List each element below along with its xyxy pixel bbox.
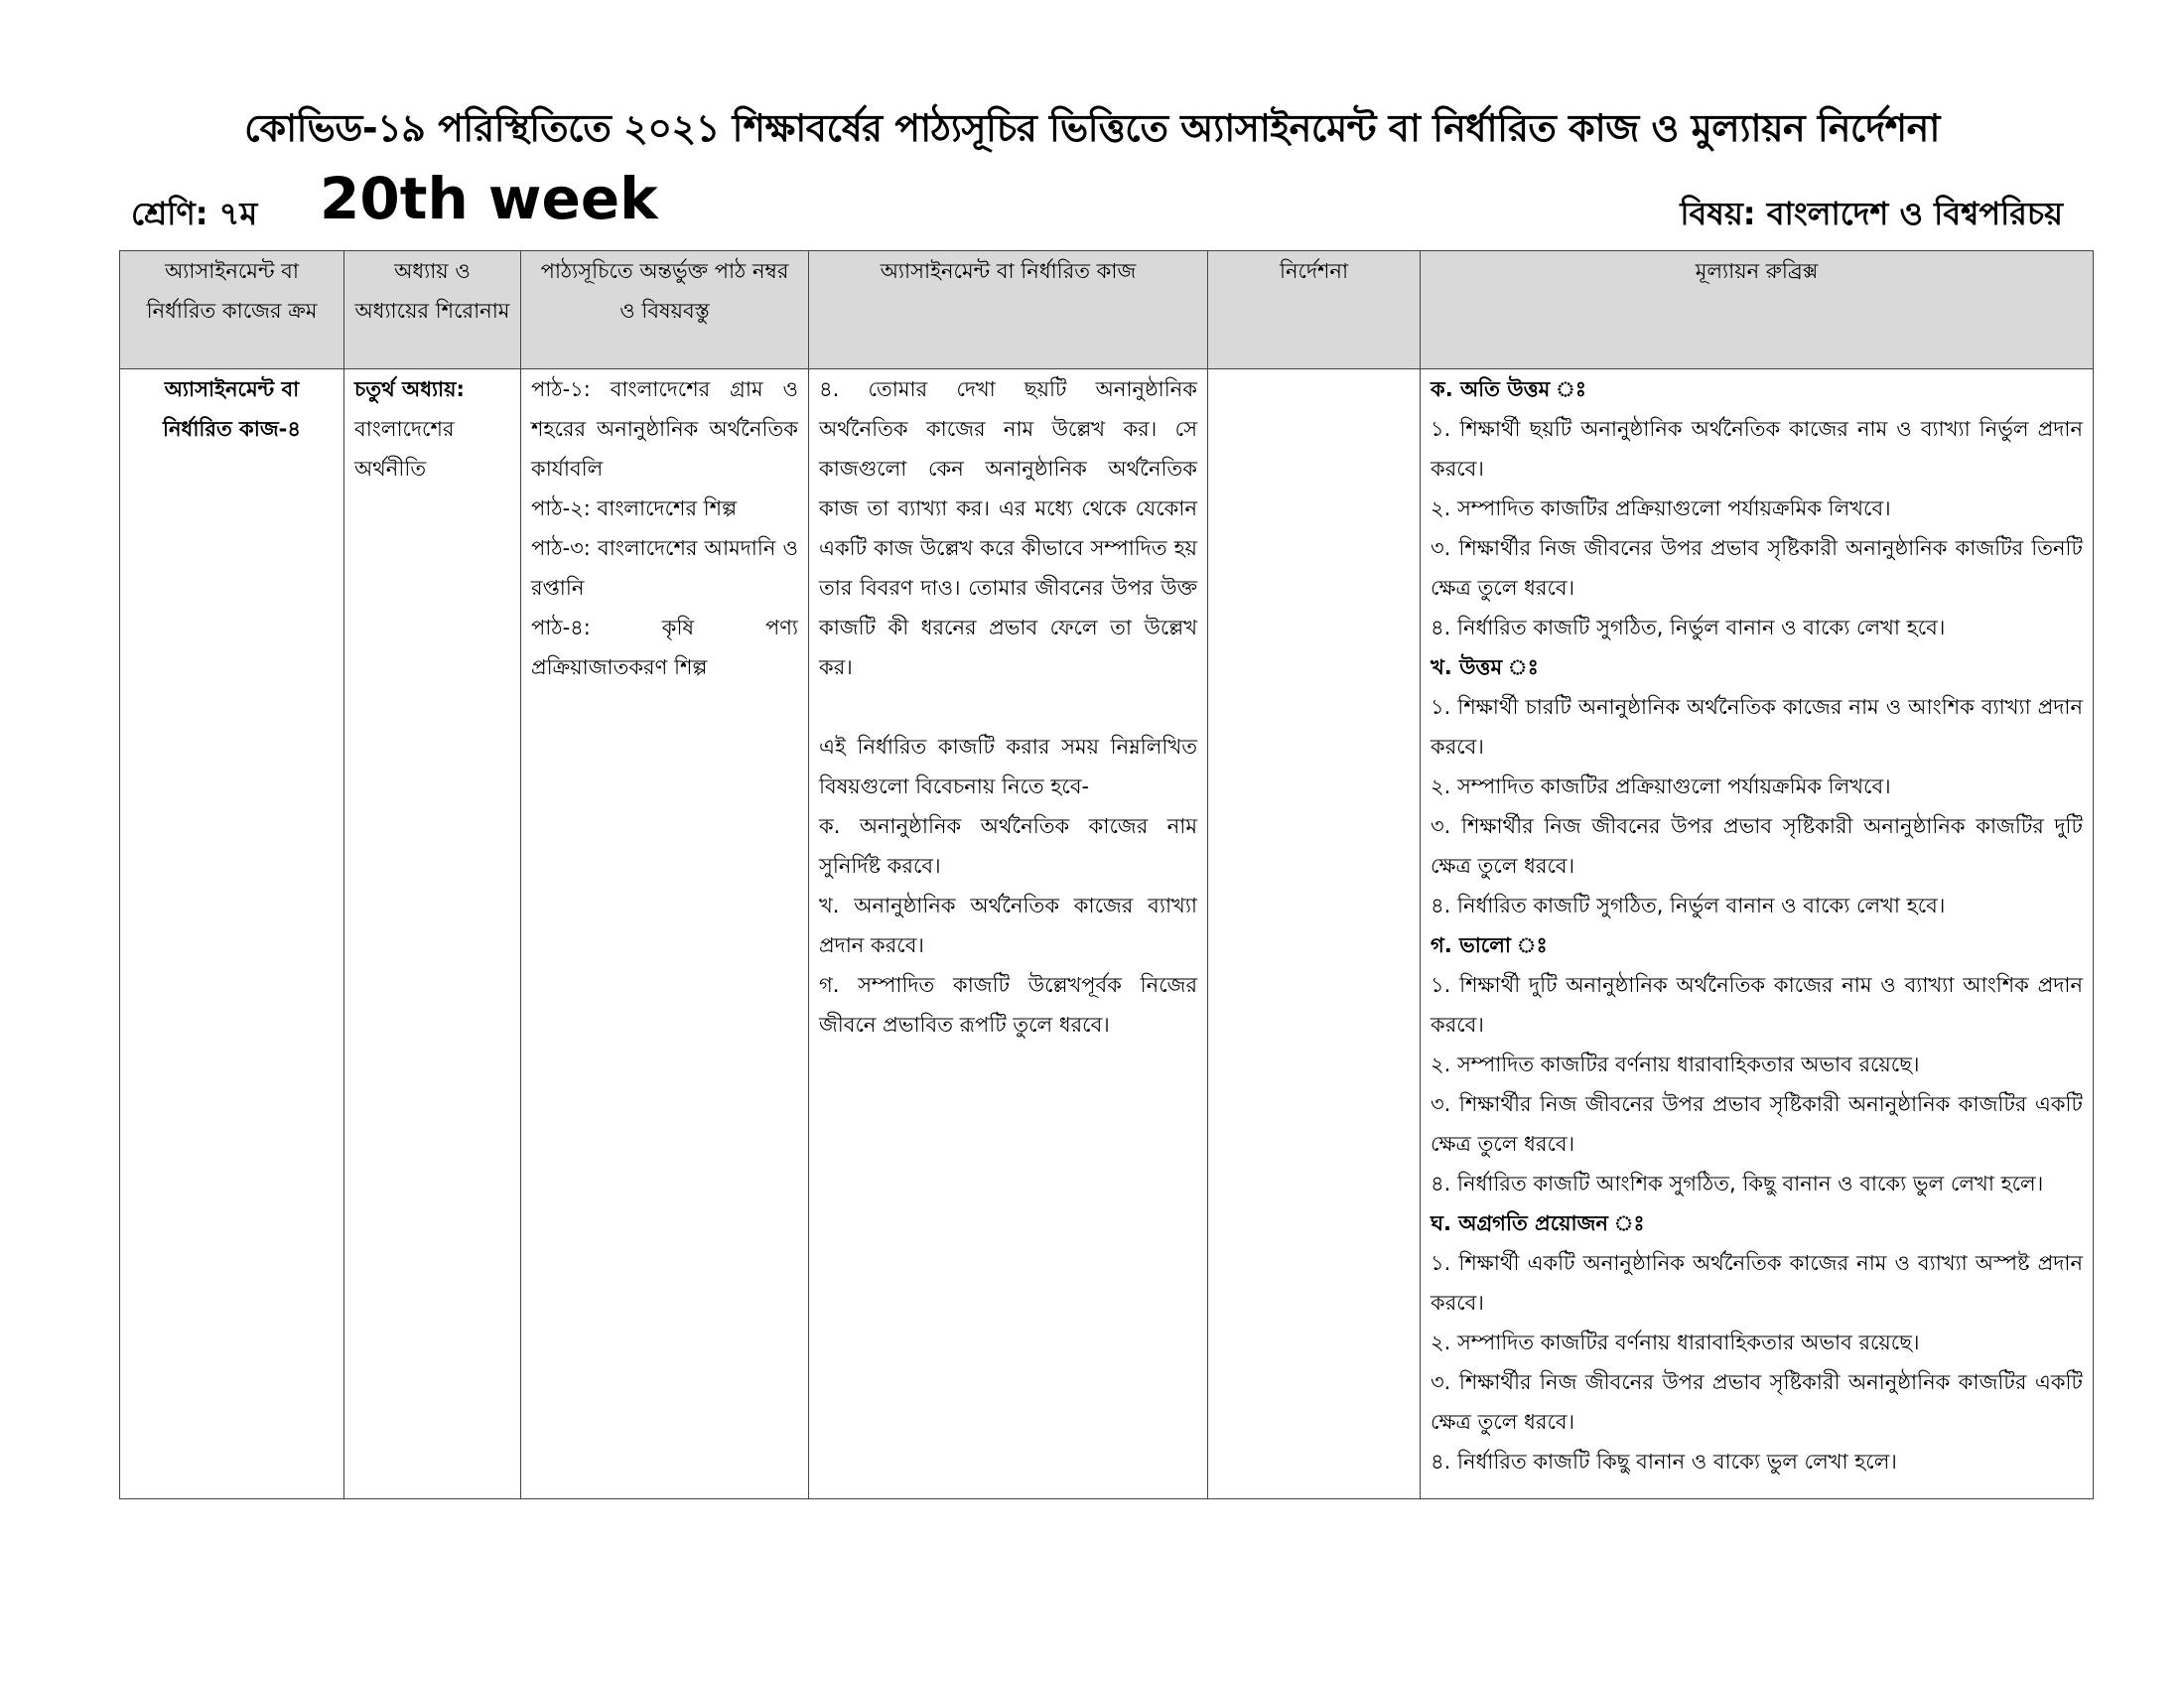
column-header-assignment-no: অ্যাসাইনমেন্ট বা নির্ধারিত কাজের ক্রম [120,251,344,369]
rubric-item: ৩. শিক্ষার্থীর নিজ জীবনের উপর প্রভাব সৃষ্টিকারী অনানুষ্ঠানিক কাজটির তিনটি ক্ষেত্র তুলে ধরবে। [1431,536,2083,600]
class-label: শ্রেণি: ৭ম [131,195,258,232]
task-text: ৪. তোমার দেখা ছয়টি অনানুষ্ঠানিক অর্থনৈতিক কাজের নাম উল্লেখ কর। সে কাজগুলো কেন অনানুষ্ঠানিক অর্থনৈতিক কাজ তা ব্যাখ্যা কর। এর মধ্যে থেকে যেকোন একটি কাজ উল্লেখ করে কীভাবে সম্পাদিত হয় তার বিবরণ দাও। তোমার জীবনের উপর উক্ত কাজটি কী ধরনের প্রভাব ফেলে তা উল্লেখ কর। [819,377,1197,679]
rubric-item: ২. সম্পাদিত কাজটির প্রক্রিয়াগুলো পর্যায়ক্রমিক লিখবে। [1431,774,1891,798]
rubric-level-heading: ক. অতি উত্তম ঃ [1431,377,1586,401]
task-note: ক. অনানুষ্ঠানিক অর্থনৈতিক কাজের নাম সুনির্দিষ্ট করবে। [819,814,1197,878]
task-note: গ. সম্পাদিত কাজটি উল্লেখপূর্বক নিজের জীবনে প্রভাবিত রূপটি তুলে ধরবে। [819,973,1197,1037]
chapter-cell [344,369,521,1499]
subject-label: বিষয়: বাংলাদেশ ও বিশ্বপরিচয় [1680,195,2063,232]
week-label: 20th week [320,165,658,232]
rubric-item: ২. সম্পাদিত কাজটির বর্ণনায় ধারাবাহিকতার অভাব রয়েছে। [1431,1331,1920,1354]
task-note-intro: এই নির্ধারিত কাজটি করার সময় নিম্নলিখিত বিষয়গুলো বিবেচনায় নিতে হবে- [819,735,1197,798]
column-header-task: অ্যাসাইনমেন্ট বা নির্ধারিত কাজ [809,251,1208,369]
assignment-table [119,250,2094,1499]
rubric-item: ১. শিক্ষার্থী চারটি অনানুষ্ঠানিক অর্থনৈতিক কাজের নাম ও আংশিক ব্যাখ্যা প্রদান করবে। [1431,695,2083,759]
rubric-item: ২. সম্পাদিত কাজটির বর্ণনায় ধারাবাহিকতার অভাব রয়েছে। [1431,1053,1920,1076]
rubric-cell [1421,369,2094,1499]
column-header-lessons: পাঠ্যসূচিতে অন্তর্ভুক্ত পাঠ নম্বর ও বিষয়বস্তু [521,251,809,369]
rubric-level-heading: গ. ভালো ঃ [1431,933,1548,957]
column-header-rubric: মূল্যায়ন রুব্রিক্স [1421,251,2094,369]
lesson-item: পাঠ-১: বাংলাদেশের গ্রাম ও শহরের অনানুষ্ঠানিক অর্থনৈতিক কার্যাবলি [531,377,798,481]
assignment-number: অ্যাসাইনমেন্ট বা নির্ধারিত কাজ-৪ [163,377,301,441]
chapter-heading: চতুর্থ অধ্যায়: [354,377,465,401]
rubric-item: ১. শিক্ষার্থী একটি অনানুষ্ঠানিক অর্থনৈতিক কাজের নাম ও ব্যাখ্যা অস্পষ্ট প্রদান করবে। [1431,1251,2083,1315]
lessons-cell [521,369,809,1499]
page-title: কোভিড-১৯ পরিস্থিতিতে ২০২১ শিক্ষাবর্ষের পাঠ্যসূচির ভিত্তিতে অ্যাসাইনমেন্ট বা নির্ধারিত কাজ ও মুল্যায়ন নির্দেশনা [244,106,1940,150]
column-header-chapter: অধ্যায় ও অধ্যায়ের শিরোনাম [344,251,521,369]
rubric-item: ৩. শিক্ষার্থীর নিজ জীবনের উপর প্রভাব সৃষ্টিকারী অনানুষ্ঠানিক কাজটির একটি ক্ষেত্র তুলে ধরবে। [1431,1370,2083,1434]
lesson-item: পাঠ-৩: বাংলাদেশের আমদানি ও রপ্তানি [531,536,798,600]
table-header-row [120,251,2094,369]
rubric-item: ৪. নির্ধারিত কাজটি সুগঠিত, নির্ভুল বানান ও বাক্যে লেখা হবে। [1431,616,1946,639]
rubric-item: ৪. নির্ধারিত কাজটি কিছু বানান ও বাক্যে ভুল লেখা হলে। [1431,1450,1897,1474]
instruction-cell [1208,369,1421,1499]
assignment-number-cell [120,369,344,1499]
task-cell [809,369,1208,1499]
rubric-item: ৩. শিক্ষার্থীর নিজ জীবনের উপর প্রভাব সৃষ্টিকারী অনানুষ্ঠানিক কাজটির দুটি ক্ষেত্র তুলে ধরবে। [1431,814,2083,878]
column-header-instruction: নির্দেশনা [1208,251,1421,369]
rubric-item: ৩. শিক্ষার্থীর নিজ জীবনের উপর প্রভাব সৃষ্টিকারী অনানুষ্ঠানিক কাজটির একটি ক্ষেত্র তুলে ধরবে। [1431,1092,2083,1156]
lesson-item: পাঠ-৪: কৃষি পণ্য প্রক্রিয়াজাতকরণ শিল্প [531,616,798,679]
task-note: খ. অনানুষ্ঠানিক অর্থনৈতিক কাজের ব্যাখ্যা প্রদান করবে। [819,894,1197,957]
rubric-item: ৪. নির্ধারিত কাজটি সুগঠিত, নির্ভুল বানান ও বাক্যে লেখা হবে। [1431,894,1946,917]
chapter-title: বাংলাদেশের অর্থনীতি [354,417,455,481]
rubric-level-heading: ঘ. অগ্রগতি প্রয়োজন ঃ [1431,1211,1645,1235]
rubric-item: ৪. নির্ধারিত কাজটি আংশিক সুগঠিত, কিছু বানান ও বাক্যে ভুল লেখা হলে। [1431,1172,2044,1196]
lesson-item: পাঠ-২: বাংলাদেশের শিল্প [531,496,738,520]
rubric-item: ২. সম্পাদিত কাজটির প্রক্রিয়াগুলো পর্যায়ক্রমিক লিখবে। [1431,496,1891,520]
rubric-item: ১. শিক্ষার্থী ছয়টি অনানুষ্ঠানিক অর্থনৈতিক কাজের নাম ও ব্যাখ্যা নির্ভুল প্রদান করবে। [1431,417,2083,481]
rubric-level-heading: খ. উত্তম ঃ [1431,655,1539,679]
table-row [120,369,2094,1499]
rubric-item: ১. শিক্ষার্থী দুটি অনানুষ্ঠানিক অর্থনৈতিক কাজের নাম ও ব্যাখ্যা আংশিক প্রদান করবে। [1431,973,2083,1037]
